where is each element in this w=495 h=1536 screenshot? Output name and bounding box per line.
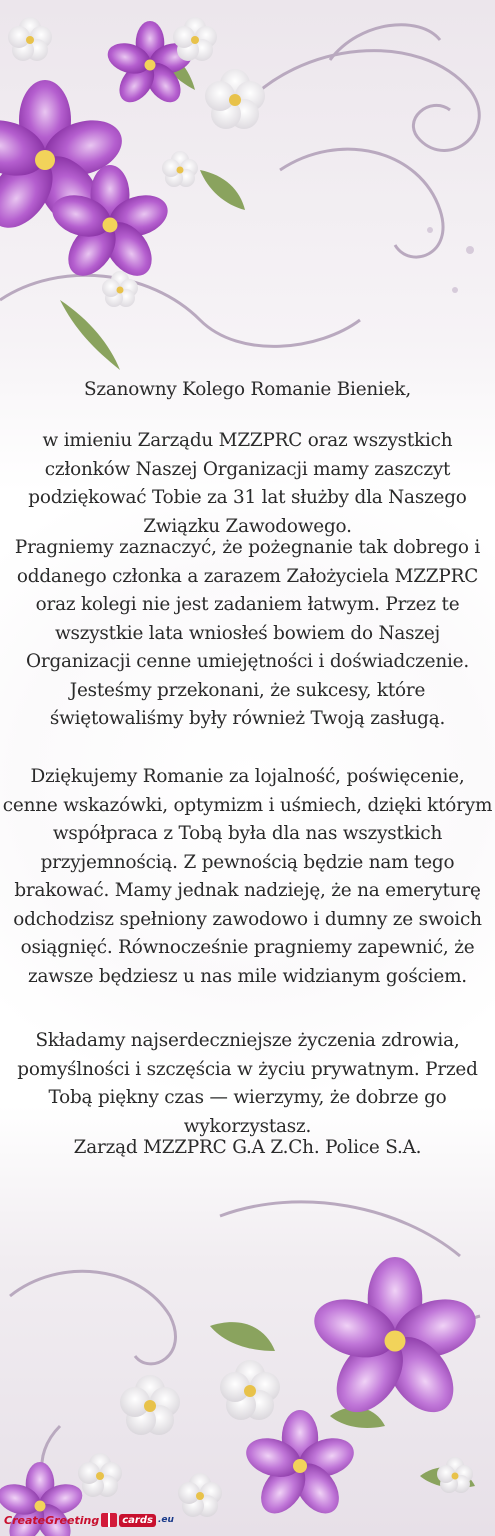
paragraph-wishes xyxy=(0,1027,495,1141)
greeting-line: Szanowny Kolego Romanie Bieniek, xyxy=(83,379,412,400)
paragraph-text: Składamy najserdeczniejsze życzenia zdrowia, pomyślności i szczęścia w życiu prywatnym. Przed Tobą piękny czas — wierzymy, że dobrze go wykorzystasz. xyxy=(17,1030,478,1137)
signature: Zarząd MZZPRC G.A Z.Ch. Police S.A. xyxy=(73,1137,422,1158)
paragraph-text: w imieniu Zarządu MZZPRC oraz wszystkich członków Naszej Organizacji mamy zaszczyt podziękować Tobie za 31 lat służby dla Naszego Związku Zawodowego. xyxy=(28,430,467,537)
paragraph-farewell xyxy=(0,534,495,734)
gift-icon xyxy=(101,1513,117,1527)
paragraph-thanks xyxy=(0,427,495,541)
logo-cards-text: cards xyxy=(119,1514,156,1527)
site-logo[interactable] xyxy=(4,1508,174,1532)
paragraph-text: Pragniemy zaznaczyć, że pożegnanie tak dobrego i oddanego członka a zarazem Założyciela MZZPRC oraz kolegi nie jest zadaniem łatwym. Przez te wszystkie lata wniosłeś bowiem do Naszej Organizacji cenne umiejętności i doświadczenie. Jesteśmy przekonani, że sukcesy, które świętowaliśmy były również Twoją zasługą. xyxy=(14,537,481,729)
logo-text: CreateGreeting xyxy=(4,1513,100,1527)
paragraph-gratitude xyxy=(0,763,495,991)
bottom-floral-decoration xyxy=(0,1176,495,1536)
purple-flower-cluster xyxy=(0,21,196,285)
logo-domain-text: .eu xyxy=(157,1515,174,1525)
paragraph-text: Dziękujemy Romanie za lojalność, poświęcenie, cenne wskazówki, optymizm i uśmiech, dzięki którym współpraca z Tobą była dla nas wszystkich przyjemnością. Z pewnością będzie nam tego brakować. Mamy jednak nadzieję, że na emeryturę odchodzisz spełniony zawodowo i dumny ze swoich osiągnięć. Równocześnie pragniemy zapewnić, że zawsze będziesz u nas mile widzianym gościem. xyxy=(2,766,493,987)
top-floral-decoration xyxy=(0,0,495,400)
